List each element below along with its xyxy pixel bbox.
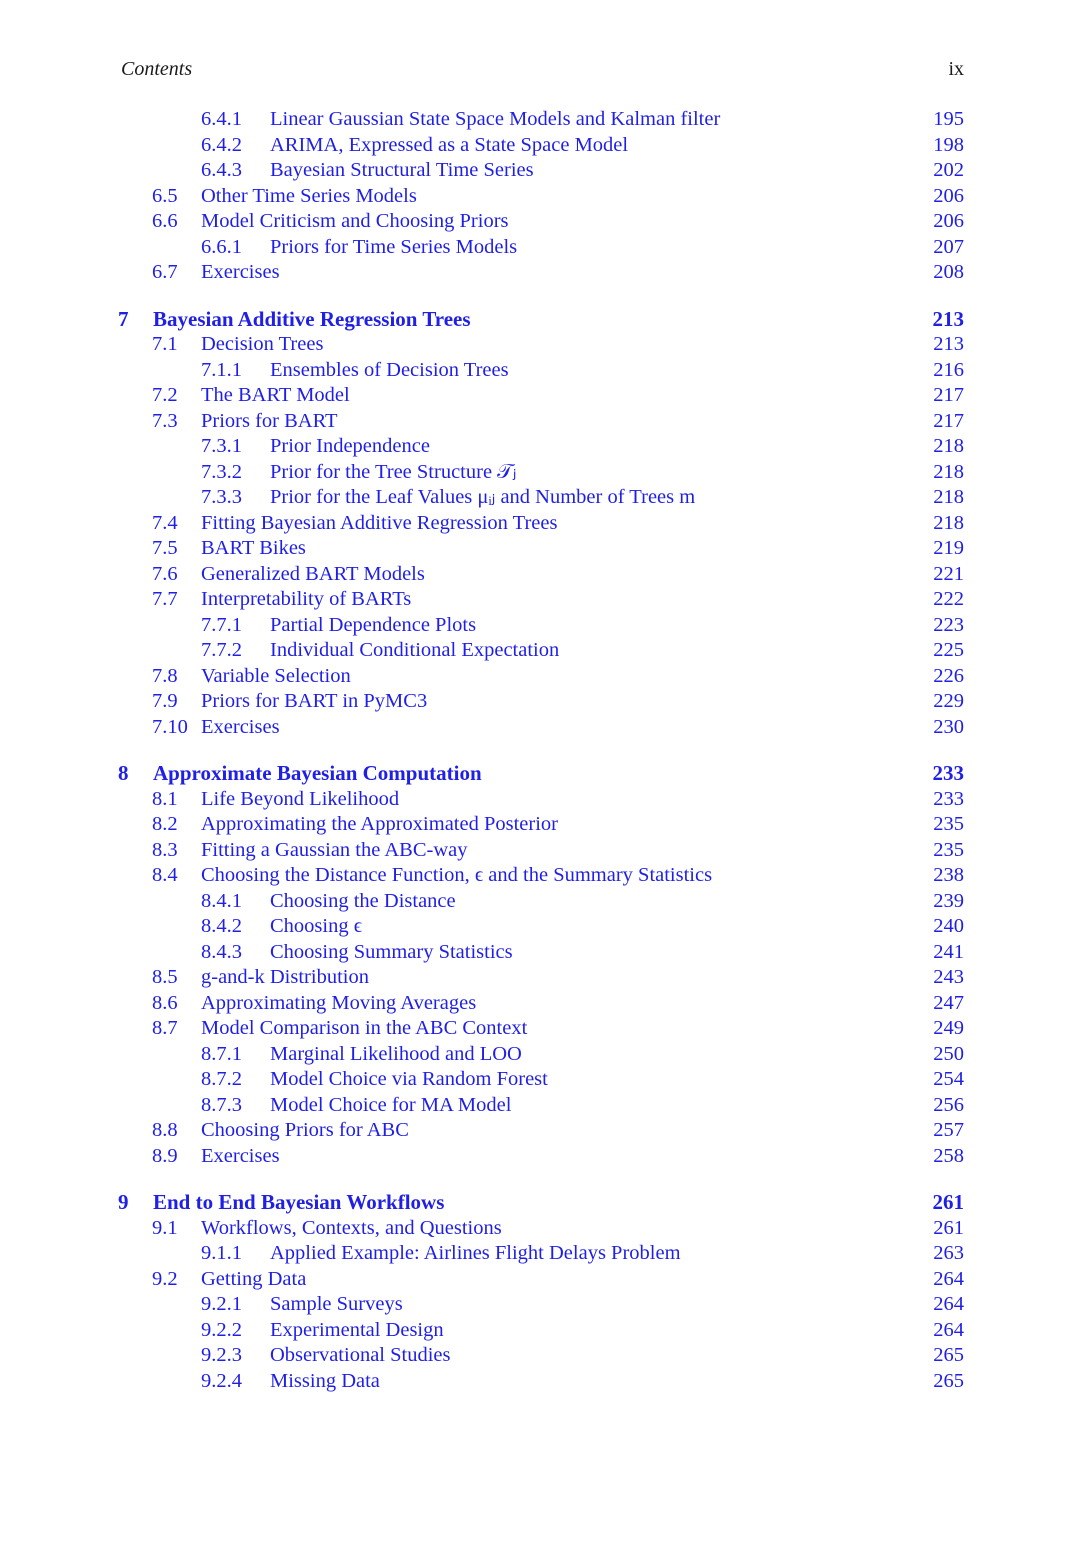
toc-entry-number: 8.4.2 [201,915,242,937]
toc-entry[interactable] [0,663,1080,689]
toc-entry-number: 7.4 [152,511,178,534]
toc-entry[interactable] [0,714,1080,740]
toc-entry-page: 218 [933,511,964,534]
toc-entry-number: 9.2 [152,1267,178,1290]
toc-entry-number: 7.3.3 [201,486,242,508]
toc-entry-page: 222 [933,588,964,610]
toc-entry-title: Prior Independence [270,435,430,457]
toc-entry-title: Decision Trees [201,333,324,355]
toc-leader-dots [390,382,910,408]
toc-entry[interactable] [0,1041,1080,1067]
toc-leader-dots [556,1092,910,1118]
toc-entry-title: Variable Selection [201,664,351,687]
toc-entry-title: Choosing the Distance Function, ϵ and the Summary Statistics [201,864,713,886]
toc-entry-title: Bayesian Additive Regression Trees [153,306,471,331]
toc-leader-dots [556,234,910,260]
toc-entry[interactable] [0,837,1080,863]
toc-entry-title: Priors for Time Series Models [270,235,518,258]
toc-entry[interactable] [0,510,1080,536]
toc-entry-page: 221 [933,562,964,585]
toc-entry-number: 8.4.1 [201,889,242,912]
toc-entry[interactable] [0,1291,1080,1317]
toc-entry[interactable] [0,1215,1080,1241]
toc-leader-dots [588,1015,910,1041]
toc-leader-dots [440,786,910,812]
toc-entry-number: 9.1 [152,1216,178,1239]
toc-entry-number: 9.2.1 [201,1293,242,1315]
toc-entry-page: 219 [933,537,964,559]
toc-entry-page: 218 [933,460,964,483]
toc-entry-title: Generalized BART Models [201,562,425,585]
toc-entry[interactable] [0,1143,1080,1169]
toc-chapter-entry[interactable] [0,1189,1080,1215]
toc-entry[interactable] [0,331,1080,357]
toc-entry-number: 7.7 [152,588,178,610]
toc-entry-title: Choosing ϵ [270,915,363,937]
toc-entry-number: 8.4.3 [201,940,242,963]
toc-chapter-entry[interactable] [0,306,1080,332]
toc-entry-number: 8.4 [152,864,178,886]
toc-entry[interactable] [0,408,1080,434]
toc-entry-title: Model Choice via Random Forest [270,1068,548,1090]
toc-leader-dots [790,106,910,132]
toc-entry-title: Missing Data [270,1369,380,1392]
toc-entry-title: Model Criticism and Choosing Priors [201,210,509,232]
toc-entry-page: 263 [933,1242,964,1264]
toc-entry-number: 6.6 [152,210,178,232]
toc-entry-title: Ensembles of Decision Trees [270,358,509,381]
toc-entry-title: Prior for the Leaf Values μᵢⱼ and Number of Trees m [270,486,696,508]
toc-entry-title: Priors for BART in PyMC3 [201,690,428,712]
toc-entry-title: Exercises [201,261,280,283]
toc-entry-title: Other Time Series Models [201,184,417,207]
toc-leader-dots [306,1143,910,1169]
toc-entry-title: Fitting a Gaussian the ABC-way [201,838,468,861]
toc-entry-number: 7.5 [152,537,178,559]
toc-entry[interactable] [0,183,1080,209]
toc-leader-dots [306,714,910,740]
toc-entry-page: 226 [933,664,964,687]
toc-entry[interactable] [0,459,1080,485]
toc-entry-number: 8.3 [152,838,178,861]
toc-entry-number: 7.3.2 [201,460,242,483]
toc-entry-number: 9.2.2 [201,1318,242,1341]
toc-leader-dots [490,888,910,914]
toc-leader-dots [456,1117,910,1143]
toc-entry-title: Observational Studies [270,1344,451,1366]
toc-entry-page: 213 [932,306,964,331]
toc-entry[interactable] [0,888,1080,914]
toc-leader-dots [472,688,910,714]
toc-entry[interactable] [0,433,1080,459]
toc-entry[interactable] [0,862,1080,888]
toc-entry-title: Exercises [201,1144,280,1167]
toc-entry-page: 206 [933,184,964,207]
toc-entry-title: Exercises [201,715,280,738]
running-header-title: Contents [121,58,193,80]
toc-entry[interactable] [0,106,1080,132]
toc-entry-number: 6.4.2 [201,133,242,156]
toc-entry-title: Fitting Bayesian Additive Regression Trees [201,511,558,534]
toc-entry-page: 258 [933,1144,964,1167]
toc-leader-dots [522,990,910,1016]
toc-entry[interactable] [0,990,1080,1016]
toc-leader-dots [406,964,910,990]
toc-leader-dots [606,637,910,663]
toc-entry-title: Interpretability of BARTs [201,588,412,610]
toc-leader-dots [406,1368,910,1394]
toc-entry-page: 223 [933,613,964,636]
toc-entry-title: Prior for the Tree Structure 𝒯ⱼ [270,460,517,483]
toc-entry-number: 8.8 [152,1119,178,1141]
toc-entry[interactable] [0,1368,1080,1394]
toc-entry-number: 6.5 [152,184,178,207]
toc-entry-number: 7 [118,306,129,331]
toc-entry-number: 8 [118,761,129,785]
toc-entry-number: 6.6.1 [201,235,242,258]
toc-entry-number: 7.9 [152,690,178,712]
toc-entry-page: 256 [933,1093,964,1116]
toc-leader-dots [340,535,910,561]
toc-entry-number: 8.7.2 [201,1068,242,1090]
toc-entry[interactable] [0,208,1080,234]
toc-leader-dots [556,939,910,965]
toc-entry-page: 225 [933,639,964,661]
toc-entry[interactable] [0,1015,1080,1041]
toc-entry-title: BART Bikes [201,537,306,559]
toc-entry-title: Bayesian Structural Time Series [270,159,534,181]
toc-entry-page: 264 [933,1293,964,1315]
toc-leader-dots [456,586,910,612]
page-number: ix [948,58,964,80]
toc-entry[interactable] [0,1266,1080,1292]
toc-entry[interactable] [0,1066,1080,1092]
toc-entry-number: 9.1.1 [201,1242,242,1264]
toc-entry-title: Getting Data [201,1267,307,1290]
toc-entry[interactable] [0,688,1080,714]
toc-entry[interactable] [0,1092,1080,1118]
toc-entry[interactable] [0,561,1080,587]
toc-entry-title: Life Beyond Likelihood [201,787,400,810]
toc-entry-number: 7.1 [152,333,178,355]
toc-entry-page: 250 [933,1042,964,1065]
toc-entry[interactable] [0,357,1080,383]
toc-leader-dots [572,208,910,234]
toc-entry-title: Individual Conditional Expectation [270,639,560,661]
toc-entry-title: Priors for BART [201,409,338,432]
toc-entry-page: 257 [933,1119,964,1141]
toc-entry-page: 247 [933,991,964,1014]
toc-entry[interactable] [0,484,1080,510]
toc-entry-page: 195 [933,108,964,130]
running-header [121,58,964,88]
toc-leader-dots [806,862,910,888]
toc-leader-dots [390,408,910,434]
toc-leader-dots [540,357,910,383]
toc-entry-number: 8.6 [152,991,178,1014]
toc-leader-dots [688,132,910,158]
toc-entry-page: 233 [933,787,964,810]
toc-entry-page: 235 [933,813,964,835]
toc-entry[interactable] [0,132,1080,158]
toc-entry-title: Marginal Likelihood and LOO [270,1042,522,1065]
toc-leader-dots [572,1041,910,1067]
toc-leader-dots [588,1066,910,1092]
toc-entry-page: 241 [933,940,964,963]
toc-entry-page: 206 [933,210,964,232]
toc-entry-page: 235 [933,838,964,861]
toc-entry-page: 243 [933,966,964,988]
toc-entry-title: Linear Gaussian State Space Models and Kalman filter [270,108,721,130]
toc-entry[interactable] [0,259,1080,285]
toc-entry[interactable] [0,913,1080,939]
toc-entry-title: ARIMA, Expressed as a State Space Model [270,133,629,156]
toc-leader-dots [472,1317,910,1343]
toc-entry-number: 8.7.1 [201,1042,242,1065]
toc-entry-number: 8.2 [152,813,178,835]
toc-entry-number: 8.9 [152,1144,178,1167]
toc-entry-page: 261 [932,1190,964,1214]
toc-entry-title: Choosing the Distance [270,889,456,912]
toc-entry[interactable] [0,1240,1080,1266]
toc-entry-title: End to End Bayesian Workflows [153,1190,445,1214]
toc-entry[interactable] [0,157,1080,183]
toc-entry-page: 254 [933,1068,964,1090]
toc-entry-number: 6.7 [152,261,178,283]
toc-chapter-entry[interactable] [0,760,1080,786]
toc-entry-title: Choosing Summary Statistics [270,940,513,963]
toc-entry-number: 8.5 [152,966,178,988]
toc-entry-number: 6.4.1 [201,108,242,130]
toc-entry-title: Approximating Moving Averages [201,991,477,1014]
toc-entry-number: 7.8 [152,664,178,687]
toc-entry-title: Model Comparison in the ABC Context [201,1017,528,1039]
toc-entry[interactable] [0,811,1080,837]
toc-entry-page: 217 [933,409,964,432]
toc-leader-dots [340,1266,910,1292]
toc-leader-dots [522,612,910,638]
toc-entry-page: 230 [933,715,964,738]
toc-entry-title: Model Choice for MA Model [270,1093,512,1116]
toc-entry-title: The BART Model [201,384,350,406]
toc-leader-dots [772,484,910,510]
toc-leader-dots [390,913,910,939]
toc-entry-number: 8.7 [152,1017,178,1039]
toc-entry-number: 7.10 [152,715,188,738]
toc-entry[interactable] [0,786,1080,812]
toc-leader-dots [490,1342,910,1368]
toc-entry-number: 9 [118,1190,129,1214]
toc-entry-title: g-and-k Distribution [201,966,369,988]
toc-entry-number: 7.6 [152,562,178,585]
toc-entry-number: 7.7.1 [201,613,242,636]
toc-leader-dots [522,837,910,863]
toc-entry-page: 240 [933,915,964,937]
toc-entry[interactable] [0,535,1080,561]
toc-entry[interactable] [0,964,1080,990]
toc-entry-page: 233 [932,761,964,785]
toc-entry-page: 202 [933,159,964,181]
toc-leader-dots [622,811,910,837]
toc-entry-page: 264 [933,1318,964,1341]
toc-entry-page: 261 [933,1216,964,1239]
toc-leader-dots [356,331,910,357]
toc-entry-page: 249 [933,1017,964,1039]
toc-entry-page: 264 [933,1267,964,1290]
toc-entry-number: 9.2.4 [201,1369,242,1392]
toc-entry-title: Partial Dependence Plots [270,613,477,636]
toc-leader-dots [472,561,910,587]
toc-entry-page: 207 [933,235,964,258]
toc-entry-number: 7.3 [152,409,178,432]
toc-entry[interactable] [0,637,1080,663]
toc-entry-page: 229 [933,690,964,712]
toc-entry[interactable] [0,939,1080,965]
toc-entry-number: 7.2 [152,384,178,406]
toc-entry-number: 6.4.3 [201,159,242,181]
toc-entry[interactable] [0,1317,1080,1343]
toc-leader-dots [472,183,910,209]
toc-entry[interactable] [0,382,1080,408]
toc-leader-dots [456,433,910,459]
toc-entry-number: 7.1.1 [201,358,242,381]
toc-entry[interactable] [0,234,1080,260]
toc-entry-title: Experimental Design [270,1318,444,1341]
toc-entry-title: Workflows, Contexts, and Questions [201,1216,502,1239]
toc-leader-dots [422,1291,910,1317]
toc-leader-dots [588,157,910,183]
toc-entry-page: 218 [933,486,964,508]
toc-entry-page: 198 [933,133,964,156]
toc-entry-number: 8.7.3 [201,1093,242,1116]
toc-entry-page: 216 [933,358,964,381]
toc-entry-page: 213 [933,333,964,355]
toc-entry-title: Approximate Bayesian Computation [153,761,482,785]
toc-leader-dots [572,459,910,485]
toc-entry-title: Sample Surveys [270,1293,403,1315]
toc-entry-page: 238 [933,864,964,886]
toc-entry-number: 7.3.1 [201,435,242,457]
toc-entry-page: 217 [933,384,964,406]
toc-entry-title: Applied Example: Airlines Flight Delays Problem [270,1242,681,1264]
toc-leader-dots [738,1240,910,1266]
toc-entry-page: 265 [933,1344,964,1366]
toc-entry[interactable] [0,612,1080,638]
toc-leader-dots [556,1215,910,1241]
toc-entry-number: 9.2.3 [201,1344,242,1366]
toc-entry-number: 8.1 [152,787,178,810]
toc-entry-number: 7.7.2 [201,639,242,661]
toc-leader-dots [306,259,910,285]
toc-entry[interactable] [0,586,1080,612]
toc-entry-page: 208 [933,261,964,283]
toc-entry[interactable] [0,1117,1080,1143]
toc-entry-page: 218 [933,435,964,457]
toc-entry-page: 239 [933,889,964,912]
toc-entry-title: Choosing Priors for ABC [201,1119,409,1141]
toc-entry-page: 265 [933,1369,964,1392]
toc-entry-title: Approximating the Approximated Posterior [201,813,558,835]
toc-entry[interactable] [0,1342,1080,1368]
toc-leader-dots [390,663,910,689]
toc-leader-dots [622,510,910,536]
